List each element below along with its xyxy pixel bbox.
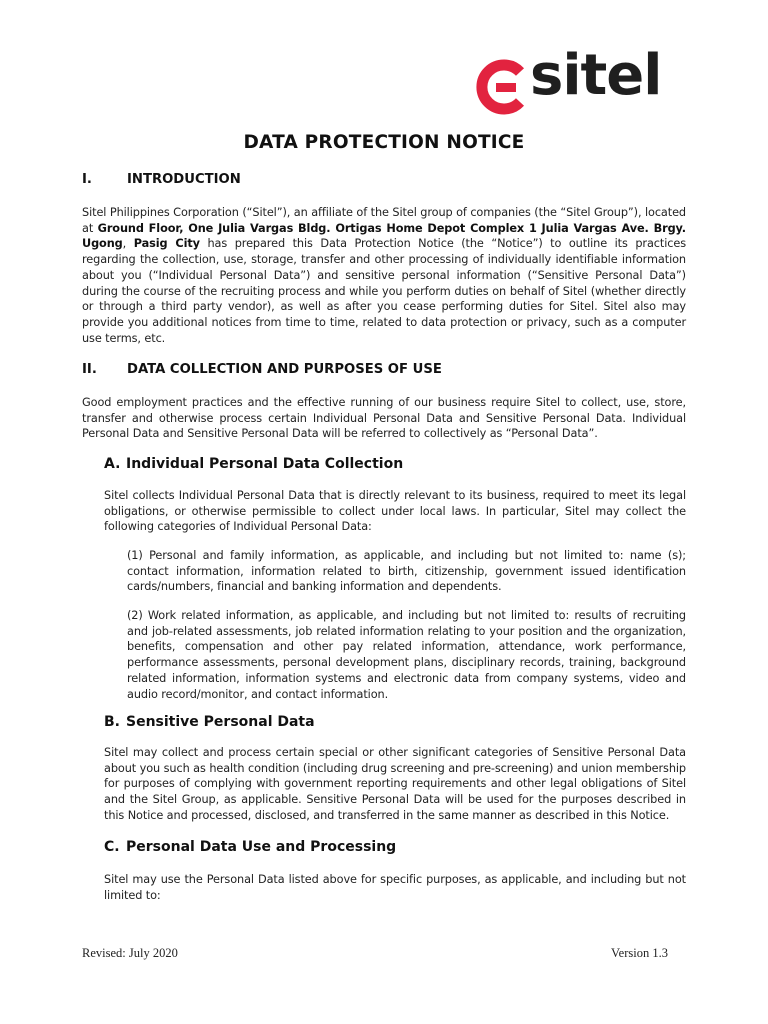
- section-number: I.: [82, 172, 92, 187]
- subsection-title: Personal Data Use and Processing: [126, 839, 397, 855]
- intro-city: Pasig City: [133, 237, 200, 251]
- intro-text-3: has prepared this Data Protection Notice (the “Notice”) to outline its practices regarding the collection, use, storage, transfer and other processing of individually identifiable information about you (“Individual Personal Data”) and sensitive personal information (“Sensitive Personal Data”) during the course of the recruiting process and while you perform duties on behalf of Sitel (whether directly or through a third party vendor), as well as after you cease performing duties for Sitel. Sitel also may provide you additional notices from time to time, related to data protection or privacy, such as a computer use terms, etc.: [82, 237, 686, 345]
- subsection-c-paragraph: Sitel may use the Personal Data listed above for specific purposes, as applicable, and including but not limited to:: [104, 873, 686, 902]
- collection-paragraph: Good employment practices and the effective running of our business require Sitel to collect, use, store, transfer and otherwise process certain Individual Personal Data and Sensitive Personal Data. Individual Personal Data and Sensitive Personal Data will be referred to collectively as “Personal Data”.: [82, 396, 686, 441]
- section-number: II.: [82, 362, 97, 377]
- page-title: DATA PROTECTION NOTICE: [243, 132, 525, 153]
- footer-revised-date: Revised: July 2020: [82, 946, 178, 960]
- subsection-a-item-1: (1) Personal and family information, as applicable, and including but not limited to: name (s); contact information, information related to birth, citizenship, government issued identification cards/numbers, financial and banking information and dependents.: [127, 549, 686, 594]
- sitel-logo: [472, 43, 662, 116]
- subsection-letter: A.: [104, 456, 121, 472]
- subsection-heading-b: [104, 714, 315, 730]
- section-heading-data-collection: [82, 362, 442, 377]
- subsection-heading-c: [104, 839, 396, 855]
- subsection-title: Individual Personal Data Collection: [126, 456, 404, 472]
- subsection-b-paragraph: Sitel may collect and process certain special or other significant categories of Sensitive Personal Data about you such as health condition (including drug screening and pre-screening) and union membership for purposes of complying with government reporting requirements and other legal obligations of Sitel and the Sitel Group, as applicable. Sensitive Personal Data will be used for the purposes described in this Notice and processed, disclosed, and transferred in the same manner as described in this Notice.: [104, 746, 686, 822]
- footer-version: Version 1.3: [611, 946, 668, 960]
- section-heading-introduction: [82, 172, 241, 187]
- intro-text-2: ,: [122, 237, 134, 251]
- section-title: DATA COLLECTION AND PURPOSES OF USE: [127, 362, 442, 377]
- subsection-letter: C.: [104, 839, 120, 855]
- sitel-logo-wordmark: sitel: [530, 43, 662, 108]
- subsection-a-item-2: (2) Work related information, as applicable, and including but not limited to: results of recruiting and job-related assessments, job related information relating to your position and the organization, benefits, compensation and other pay related information, attendance, work performance, performance assessments, personal development plans, disciplinary records, training, background related information, information systems and electronic data from company systems, video and audio record/monitor, and contact information.: [127, 609, 686, 701]
- intro-paragraph: [82, 205, 686, 346]
- subsection-a-paragraph: Sitel collects Individual Personal Data that is directly relevant to its business, required to meet its legal obligations, or otherwise permissible to collect under local laws. In particular, Sitel may collect the following categories of Individual Personal Data:: [104, 489, 686, 534]
- sitel-logo-mark-icon: [472, 58, 530, 116]
- subsection-heading-a: [104, 456, 403, 472]
- section-title: INTRODUCTION: [127, 172, 241, 187]
- intro-text-1: Sitel Philippines Corporation (“Sitel”), an affiliate of the Sitel group of companies (the “Sitel Group”), located at: [82, 206, 686, 235]
- intro-address: Ground Floor, One Julia Vargas Bldg. Ortigas Home Depot Complex 1 Julia Vargas Ave. Brgy. Ugong: [82, 221, 686, 251]
- subsection-title: Sensitive Personal Data: [126, 714, 315, 730]
- subsection-letter: B.: [104, 714, 120, 730]
